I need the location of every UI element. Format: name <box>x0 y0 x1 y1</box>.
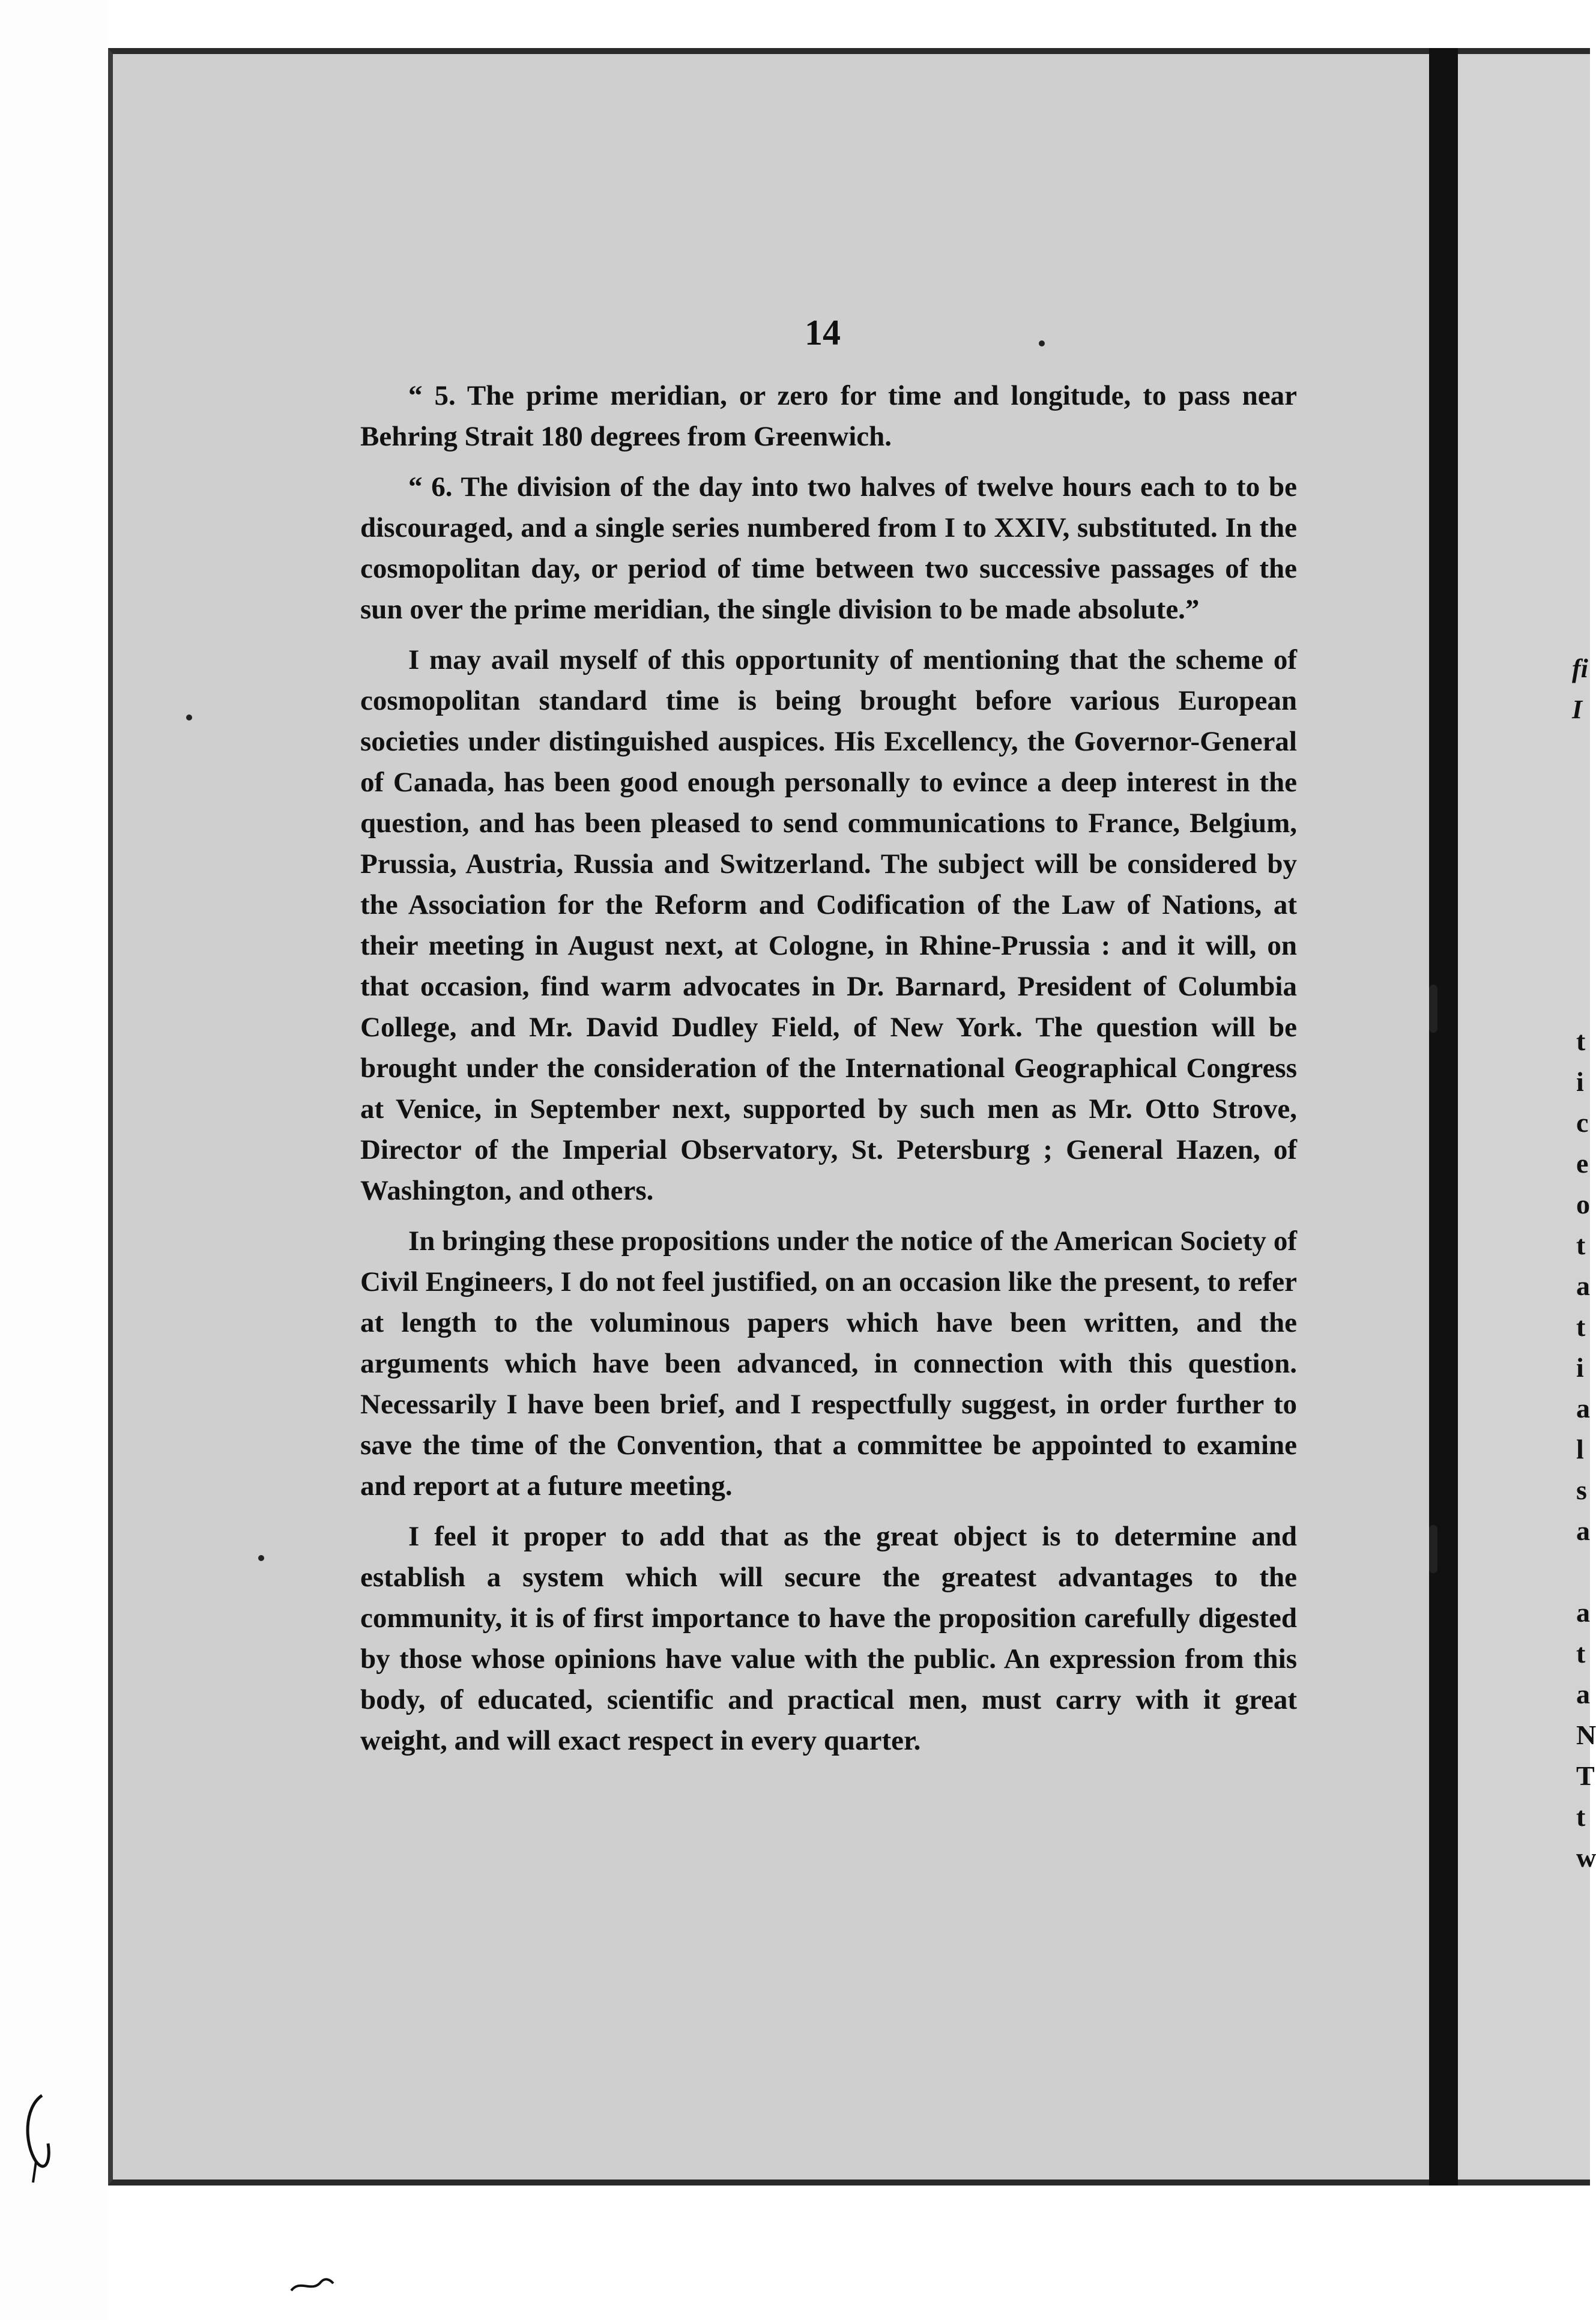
facing-letter: o <box>1576 1189 1590 1219</box>
facing-letter: s <box>1576 1475 1587 1505</box>
facing-letter: a <box>1576 1515 1590 1546</box>
facing-letter <box>1576 1551 1590 1592</box>
scan-speck <box>1039 340 1045 346</box>
paragraph: In bringing these propositions under the notice of the American Society of Civil Engineers, I do not feel justified, on an occasion like the present, to refer at length to the voluminous papers which have been written, and the arguments which have been advanced, in connection with this question. Necessarily I have been brief, and I respectfully suggest, in order further to save the time of the Convention, that a committee be appointed to examine and report at a future meeting. <box>360 1225 1297 1502</box>
paragraph: “ 5. The prime meridian, or zero for time and longitude, to pass near Behring Strait 180 degrees from Greenwich. <box>360 380 1297 452</box>
scan-speck <box>186 714 192 720</box>
facing-letter: T <box>1576 1760 1595 1791</box>
margin-pencil-mark <box>18 2089 60 2186</box>
facing-letter: w <box>1576 1842 1596 1873</box>
facing-page-letter-column <box>1576 1021 1596 1878</box>
margin-squiggle-mark <box>288 2273 336 2297</box>
facing-letter: t <box>1576 1026 1586 1056</box>
book-spine <box>1429 48 1458 2186</box>
facing-letter: c <box>1576 1107 1589 1138</box>
facing-letter: a <box>1576 1270 1590 1301</box>
paragraph: “ 6. The division of the day into two halves of twelve hours each to to be discouraged, and a single series numbered from I to XXIV, substituted. In the cosmopolitan day, or period of time between two successive passages of the sun over the prime meridian, the single division to be made absolute.” <box>360 471 1297 625</box>
facing-letter: l <box>1576 1434 1584 1464</box>
facing-letter: N <box>1576 1720 1596 1750</box>
facing-letter: t <box>1576 1311 1586 1342</box>
scan-speck <box>258 1555 264 1561</box>
facing-letter: a <box>1576 1393 1590 1424</box>
facing-letter: i <box>1576 1352 1584 1383</box>
facing-page-edge <box>1458 48 1596 2186</box>
facing-letter: t <box>1576 1230 1586 1260</box>
facing-page-italic-fragments <box>1572 648 1588 730</box>
paragraph: I feel it proper to add that as the great object is to determine and establish a system which will secure the greatest advantages to the community, it is of first importance to have the proposition carefully digested by those whose opinions have value with the public. An expression from this body, of educated, scientific and practical men, must carry with it great weight, and will exact respect in every quarter. <box>360 1521 1297 1756</box>
binding-clip-top <box>1429 985 1437 1033</box>
facing-letter: t <box>1576 1638 1586 1669</box>
binding-clip-bottom <box>1429 1525 1437 1573</box>
facing-fragment: I <box>1572 695 1583 724</box>
facing-letter: e <box>1576 1148 1589 1179</box>
body-text <box>360 375 1297 1771</box>
facing-fragment: fi <box>1572 654 1588 683</box>
facing-letter: i <box>1576 1066 1584 1097</box>
scan-left-margin <box>0 0 108 2320</box>
facing-letter: a <box>1576 1679 1590 1709</box>
paragraph: I may avail myself of this opportunity of mentioning that the scheme of cosmopolitan standard time is being brought before various European societies under distinguished auspices. His Excellency, the Governor-General of Canada, has been good enough personally to evince a deep interest in the question, and has been pleased to send communications to France, Belgium, Prussia, Austria, Russia and Switzerland. The subject will be considered by the Association for the Reform and Codification of the Law of Nations, at their meeting in August next, at Cologne, in Rhine-Prussia : and it will, on that occasion, find warm advocates in Dr. Barnard, President of Columbia College, and Mr. David Dudley Field, of New York. The question will be brought under the consideration of the International Geographical Congress at Venice, in September next, supported by such men as Mr. Otto Strove, Director of the Imperial Observatory, St. Petersburg ; General Hazen, of Washington, and others. <box>360 644 1297 1206</box>
page-number: 14 <box>805 313 841 352</box>
facing-letter: a <box>1576 1597 1590 1628</box>
facing-letter: t <box>1576 1801 1586 1832</box>
